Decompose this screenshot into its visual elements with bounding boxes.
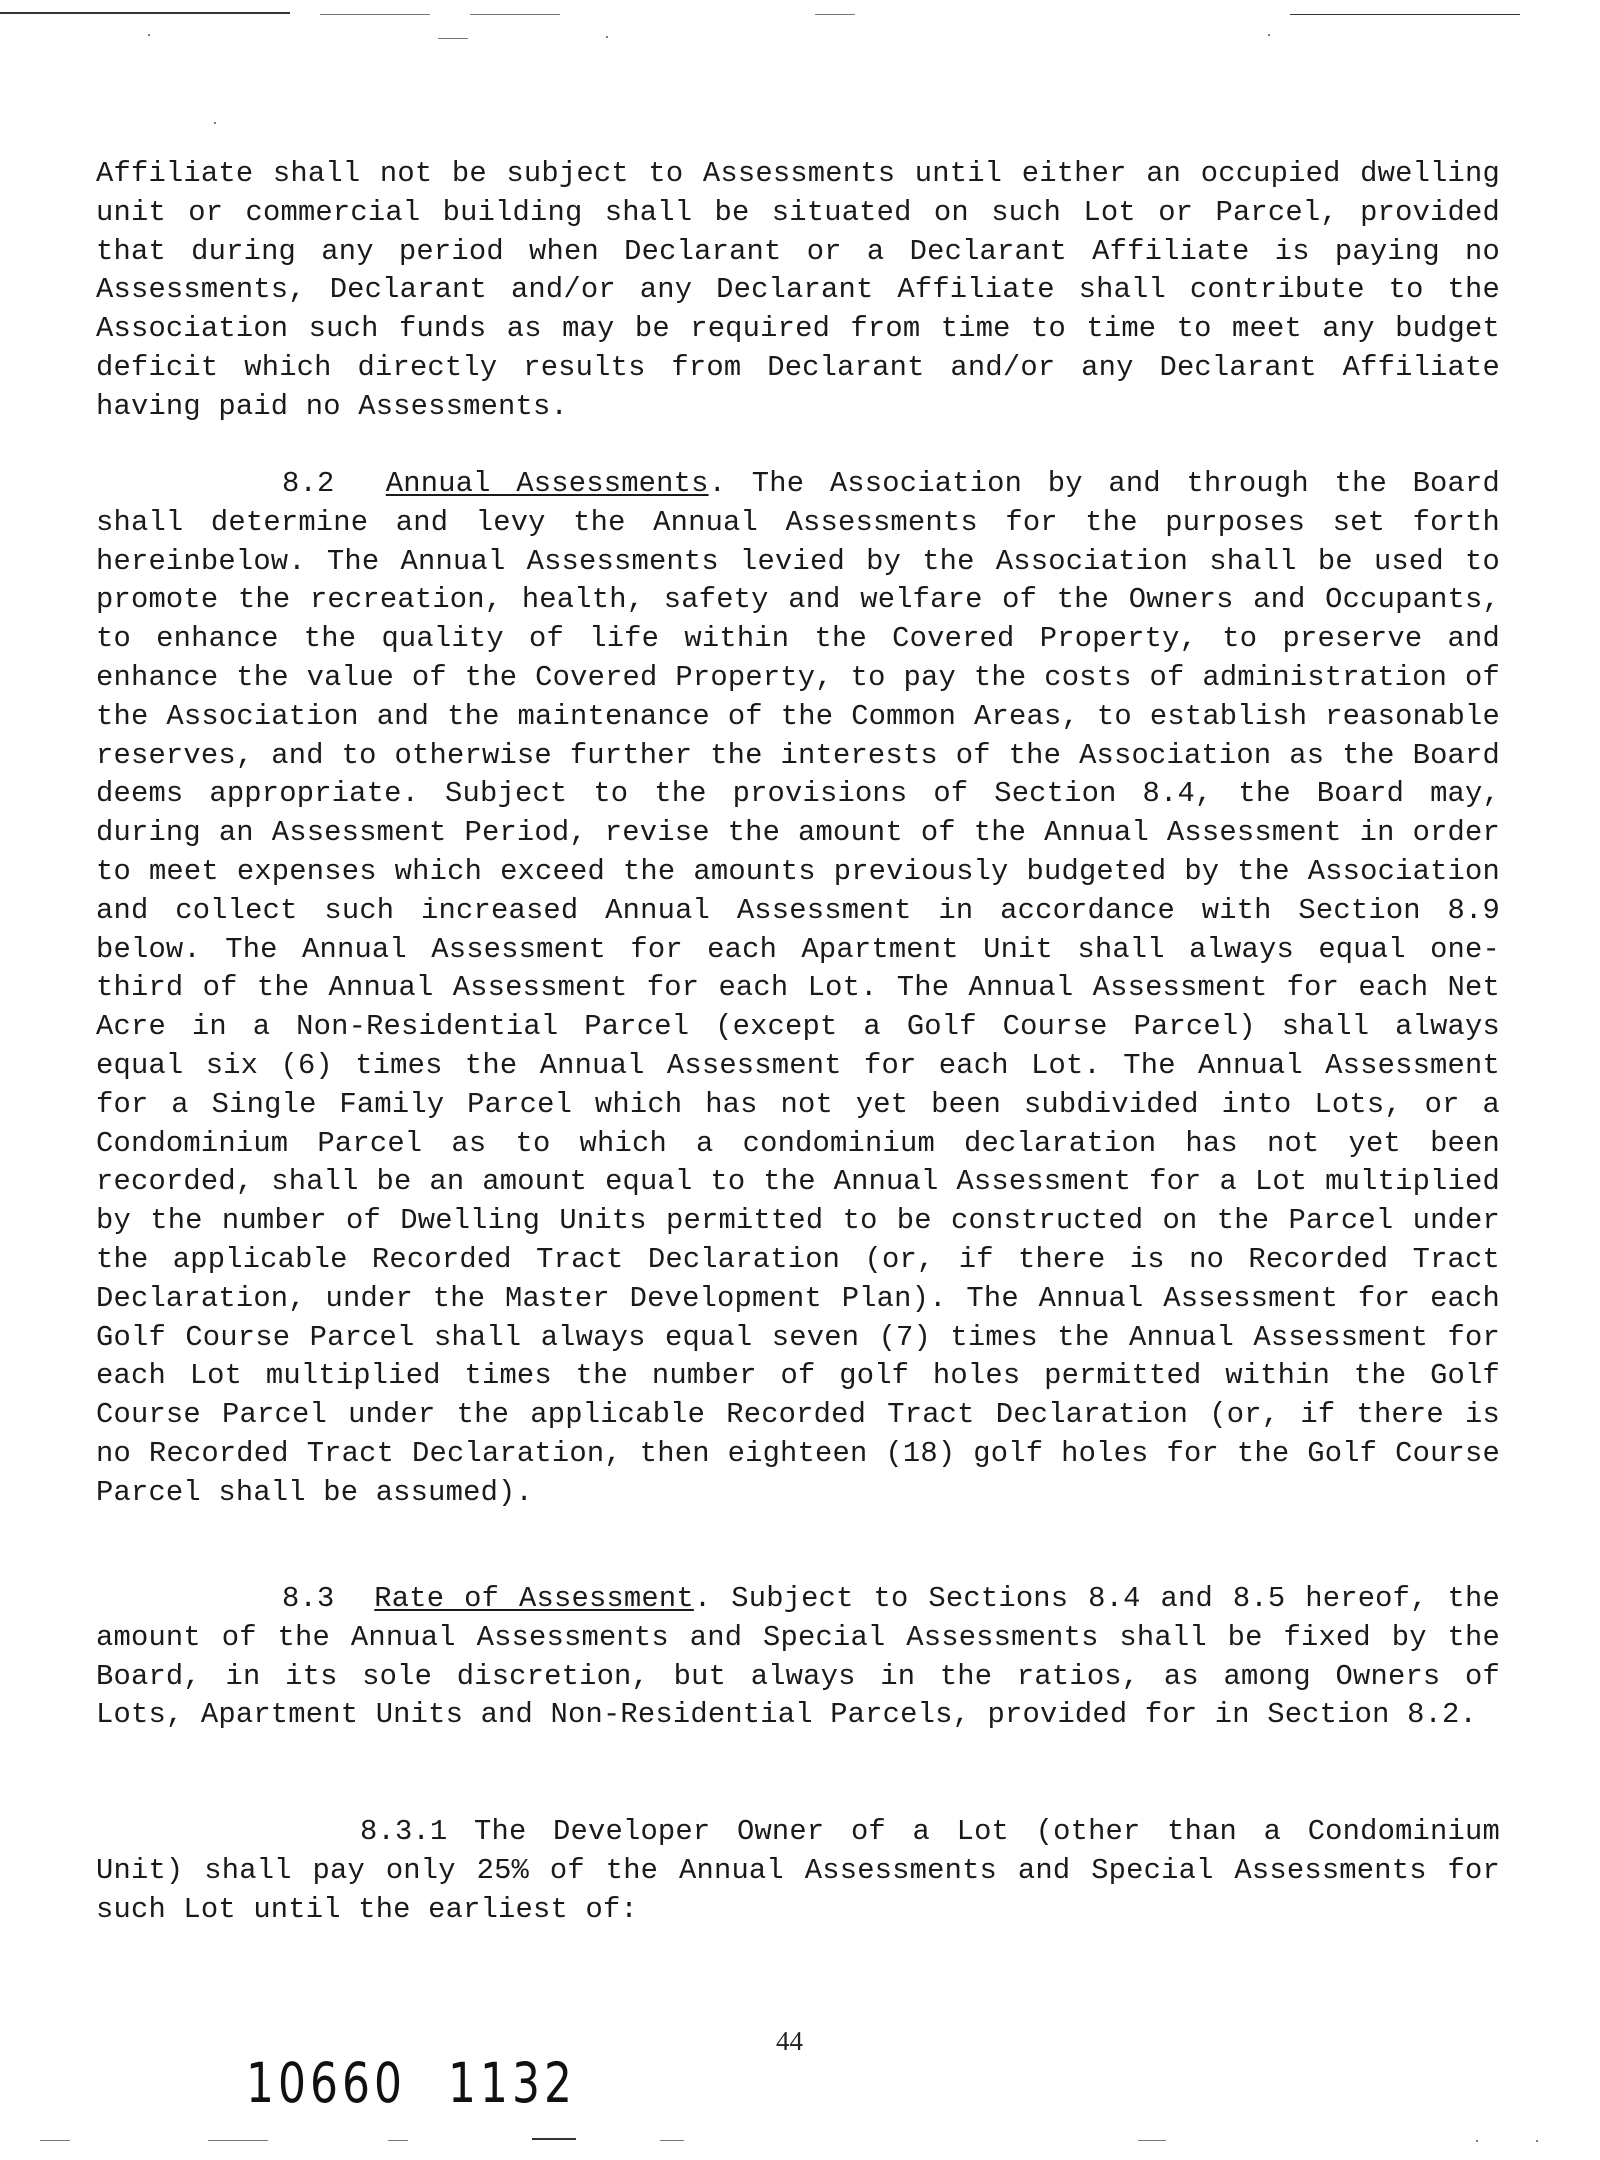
section-8-3-1	[96, 1813, 1500, 1929]
recording-page-number: 1132	[447, 2052, 576, 2116]
scan-artifact-top-dash	[470, 14, 560, 15]
section-8-3-body: . Subject to Sections 8.4 and 8.5 hereof, the amount of the Annual Assessments and Special Assessments shall be fixed by the Board, in its sole discretion, but always in the ratios, as among Owners of Lots, Apartment Units and Non-Residential Parcels, provided for in Section 8.2.	[96, 1582, 1500, 1732]
section-8-3-1-body: The Developer Owner of a Lot (other than a Condominium Unit) shall pay only 25% of the Annual Assessments and Special Assessments for such Lot until the earliest of:	[96, 1815, 1500, 1926]
section-8-2	[96, 465, 1500, 1513]
scan-artifact-bottom-dash	[388, 2140, 408, 2141]
scan-artifact-dot	[606, 36, 608, 38]
paragraph-text: Affiliate shall not be subject to Assessments until either an occupied dwelling unit or commercial building shall be situated on such Lot or Parcel, provided that during any period when Declarant or a Declarant Affiliate is paying no Assessments, Declarant and/or any Declarant Affiliate shall contribute to the Association such funds as may be required from time to time to meet any budget deficit which directly results from Declarant and/or any Declarant Affiliate having paid no Assessments.	[96, 157, 1500, 423]
paragraph-continuation	[96, 155, 1500, 427]
section-8-3-1-number: 8.3.1	[360, 1815, 448, 1848]
page-number: 44	[776, 2026, 803, 2056]
scan-artifact-dot	[148, 34, 150, 36]
scan-artifact-top-dash	[320, 14, 430, 15]
section-8-3-1-paragraph	[96, 1813, 1500, 1929]
scan-artifact-top-right	[1290, 14, 1520, 15]
scan-artifact-dot	[214, 122, 216, 124]
scan-artifact-top-dash	[815, 14, 855, 15]
section-8-2-heading: Annual Assessments	[385, 467, 709, 500]
section-8-3-paragraph	[96, 1580, 1500, 1735]
scan-artifact-dot	[1536, 2140, 1538, 2142]
recording-stamp	[246, 2052, 576, 2116]
scan-artifact-bottom-dash	[208, 2140, 268, 2141]
scan-artifact-dot	[1268, 34, 1270, 36]
section-8-3-number: 8.3	[282, 1582, 335, 1615]
section-8-3	[96, 1580, 1500, 1735]
section-8-2-body: . The Association by and through the Board shall determine and levy the Annual Assessments for the purposes set forth hereinbelow. The Annual Assessments levied by the Association shall be used to promote the recreation, health, safety and welfare of the Owners and Occupants, to enhance the quality of life within the Covered Property, to preserve and enhance the value of the Covered Property, to pay the costs of administration of the Association and the maintenance of the Common Areas, to establish reasonable reserves, and to otherwise further the interests of the Association as the Board deems appropriate. Subject to the provisions of Section 8.4, the Board may, during an Assessment Period, revise the amount of the Annual Assessment in order to meet expenses which exceed the amounts previously budgeted by the Association and collect such increased Annual Assessment in accordance with Section 8.9 below. The Annual Assessment for each Apartment Unit shall always equal one-third of the Annual Assessment for each Lot. The Annual Assessment for each Net Acre in a Non-Residential Parcel (except a Golf Course Parcel) shall always equal six (6) times the Annual Assessment for each Lot. The Annual Assessment for a Single Family Parcel which has not yet been subdivided into Lots, or a Condominium Parcel as to which a condominium declaration has not yet been recorded, shall be an amount equal to the Annual Assessment for a Lot multiplied by the number of Dwelling Units permitted to be constructed on the Parcel under the applicable Recorded Tract Declaration (or, if there is no Recorded Tract Declaration, under the Master Development Plan). The Annual Assessment for each Golf Course Parcel shall always equal seven (7) times the Annual Assessment for each Lot multiplied times the number of golf holes permitted within the Golf Course Parcel under the applicable Recorded Tract Declaration (or, if there is no Recorded Tract Declaration, then eighteen (18) golf holes for the Golf Course Parcel shall be assumed).	[96, 467, 1500, 1509]
scan-artifact-dot	[1476, 2140, 1478, 2142]
scan-artifact-top-left	[0, 12, 290, 14]
scan-artifact-dot	[438, 38, 468, 39]
scan-artifact-bottom-dash	[660, 2140, 684, 2141]
scan-artifact-bottom-dash	[1138, 2140, 1166, 2141]
section-8-3-heading: Rate of Assessment	[374, 1582, 694, 1615]
scan-artifact-bottom-dash	[532, 2138, 576, 2140]
recording-book-number: 10660	[246, 2052, 406, 2116]
section-8-2-paragraph	[96, 465, 1500, 1513]
section-8-2-number: 8.2	[282, 467, 335, 500]
scan-artifact-bottom-dash	[40, 2140, 70, 2141]
